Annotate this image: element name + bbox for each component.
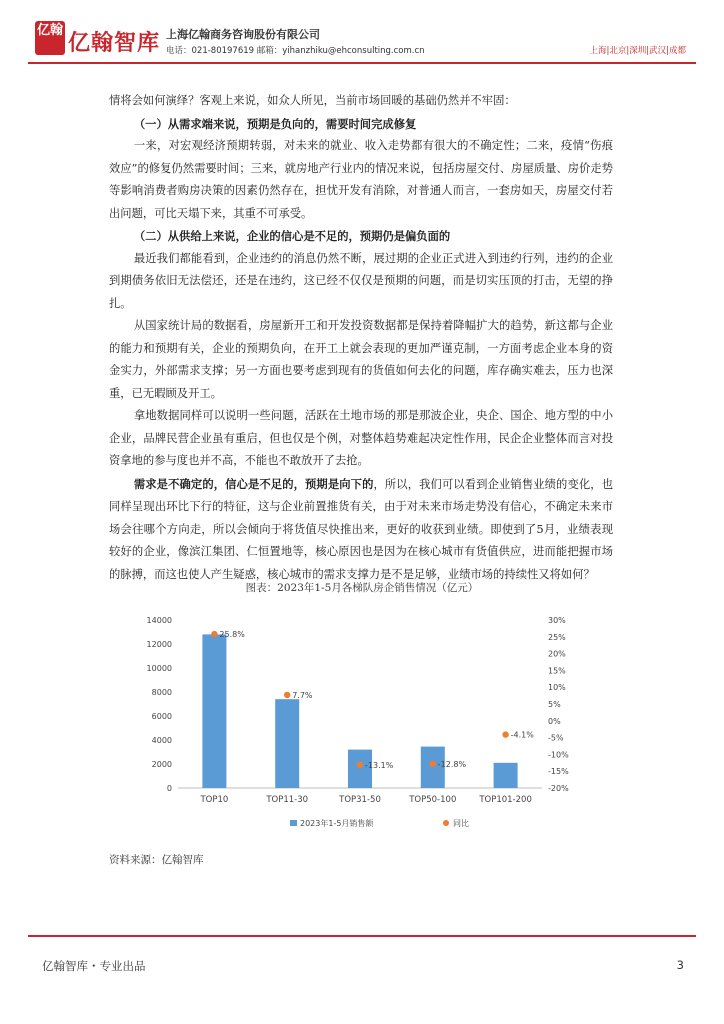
- brand-name: 亿翰智库: [68, 31, 161, 56]
- left-axis-tick-label: 10000: [146, 664, 172, 673]
- yoy-point-top50-100: [430, 761, 436, 767]
- left-axis-tick-label: 2000: [151, 760, 172, 769]
- yoy-label: -12.8%: [437, 759, 467, 769]
- yoy-label: -4.1%: [510, 730, 534, 740]
- right-axis-tick-label: -5%: [548, 733, 564, 743]
- paragraph-sales-emphasis: 需求是不确定的，信心是不足的，预期是向下的: [133, 476, 374, 491]
- right-axis-tick-label: 25%: [548, 632, 566, 642]
- yoy-label: 25.8%: [219, 630, 245, 640]
- chart-title: 图表：2023年1-5月各梯队房企销售情况（亿元）: [245, 582, 479, 594]
- legend-point-label: 同比: [453, 819, 469, 828]
- right-axis-tick-label: 10%: [548, 683, 566, 693]
- contact-info: 电话：021-80197619 邮箱：yihanzhiku@ehconsulting.com.cn: [166, 46, 425, 56]
- paragraph-sales-text: ，所以，我们可以看到企业销售业绩的变化，也同样呈现出环比下行的特征，这与企业前置推货有关，由于对未来市场走势没有信心，不确定未来市场会往哪个方向走，所以会倾向于将货值尽快推出来，更好的收获到业绩。即使到了5月，业绩表现较好的企业，像滨江集团、仁恒置地等，核心原因也是因为在核心城市有货值供应，进而能把握市场的脉搏，而这也使人产生疑惑，核心城市的需求支撑力是不是足够，业绩市场的持续性又将如何？: [109, 477, 613, 581]
- right-axis-tick-label: 15%: [548, 666, 566, 676]
- category-label: TOP101-200: [479, 795, 532, 805]
- yoy-point-top10: [211, 631, 217, 637]
- category-label: TOP11-30: [266, 795, 309, 805]
- section-heading-supply: （二）从供给上来说，企业的信心是不足的，预期仍是偏负面的: [133, 229, 451, 243]
- right-axis-tick-label: -20%: [548, 784, 569, 793]
- brand-logo-mark: 亿翰: [35, 21, 65, 55]
- right-axis-tick-label: 20%: [548, 649, 566, 659]
- bar-top11-30: [275, 699, 299, 788]
- left-axis-tick-label: 8000: [151, 688, 172, 697]
- category-label: TOP50-100: [409, 795, 457, 805]
- right-axis-tick-label: 30%: [548, 616, 566, 625]
- category-label: TOP10: [200, 795, 229, 805]
- left-axis-tick-label: 12000: [146, 640, 172, 649]
- left-axis-tick-label: 14000: [146, 616, 172, 625]
- sales-chart: [130, 603, 590, 843]
- left-axis-tick-label: 6000: [151, 712, 172, 721]
- legend-bar-label: 2023年1-5月销售额: [300, 819, 374, 828]
- article-body: [109, 90, 613, 586]
- right-axis-tick-label: -10%: [548, 750, 569, 760]
- footer-brand: 亿翰智库・专业出品: [42, 959, 146, 973]
- right-axis-tick-label: -15%: [548, 767, 569, 777]
- company-name: 上海亿翰商务咨询股份有限公司: [166, 28, 320, 41]
- header-divider: [28, 62, 696, 64]
- legend-point-swatch: [443, 820, 449, 826]
- yoy-label: -13.1%: [365, 760, 394, 770]
- paragraph-land: 拿地数据同样可以说明一些问题，活跃在土地市场的那是那波企业，央企、国企、地方型的中小企业，品牌民营企业虽有重启，但也仅是个例，对整体趋势难起决定性作用，民企企业整体而言对投资拿地的参与度也并不高，不能也不敢放开了去抢。: [109, 409, 613, 467]
- chart-source: 资料来源：亿翰智库: [109, 854, 204, 866]
- paragraph-sales: [109, 473, 613, 587]
- left-axis-tick-label: 0: [166, 784, 172, 793]
- intro-paragraph: 情将会如何演绎？客观上来说，如众人所见，当前市场回暖的基础仍然并不牢固：: [109, 94, 516, 107]
- footer-divider: [28, 935, 696, 937]
- legend-bar-swatch: [290, 820, 297, 826]
- page-number: 3: [676, 958, 684, 972]
- section-heading-demand: （一）从需求端来说，预期是负向的，需要时间完成修复: [133, 116, 417, 131]
- yoy-point-top31-50: [357, 762, 363, 768]
- bar-top10: [202, 634, 226, 788]
- right-axis-tick-label: 0%: [548, 716, 561, 726]
- left-axis-tick-label: 4000: [151, 736, 172, 745]
- office-cities: 上海|北京|深圳|武汉|成都: [589, 46, 686, 56]
- bar-top101-200: [494, 763, 518, 788]
- yoy-label: 7.7%: [292, 690, 313, 700]
- paragraph-demand: 一来，对宏观经济预期转弱，对未来的就业、收入走势都有很大的不确定性；二来，疫情“伤痕效应”的修复仍然需要时间；三来，就房地产行业内的情况来说，包括房屋交付、房屋质量、房价走势等影响消费者购房决策的因素仍然存在，担忧开发有消除，对普通人而言，一套房如天，房屋交付若出问题，可比天塌下来，其重不可承受。: [109, 139, 613, 220]
- yoy-point-top101-200: [502, 731, 508, 737]
- category-label: TOP31-50: [339, 795, 381, 805]
- yoy-point-top11-30: [284, 692, 290, 698]
- right-axis-tick-label: 5%: [548, 700, 561, 709]
- paragraph-statistics: 从国家统计局的数据看，房屋新开工和开发投资数据都是保持着降幅扩大的趋势，新这都与企业的能力和预期有关，企业的预期负向，在开工上就会表现的更加严谨克制，一方面考虑企业本身的资金实力，外部需求支撑；另一方面也要考虑到现有的货值如何去化的问题，库存确实难去，压力也深重，已无暇顾及开工。: [109, 319, 613, 400]
- paragraph-default: 最近我们都能看到，企业违约的消息仍然不断，展过期的企业正式进入到违约行列，违约的企业到期债务依旧无法偿还，还是在违约，这已经不仅仅是预期的问题，而是切实压顶的打击，无望的挣扎。: [109, 251, 613, 310]
